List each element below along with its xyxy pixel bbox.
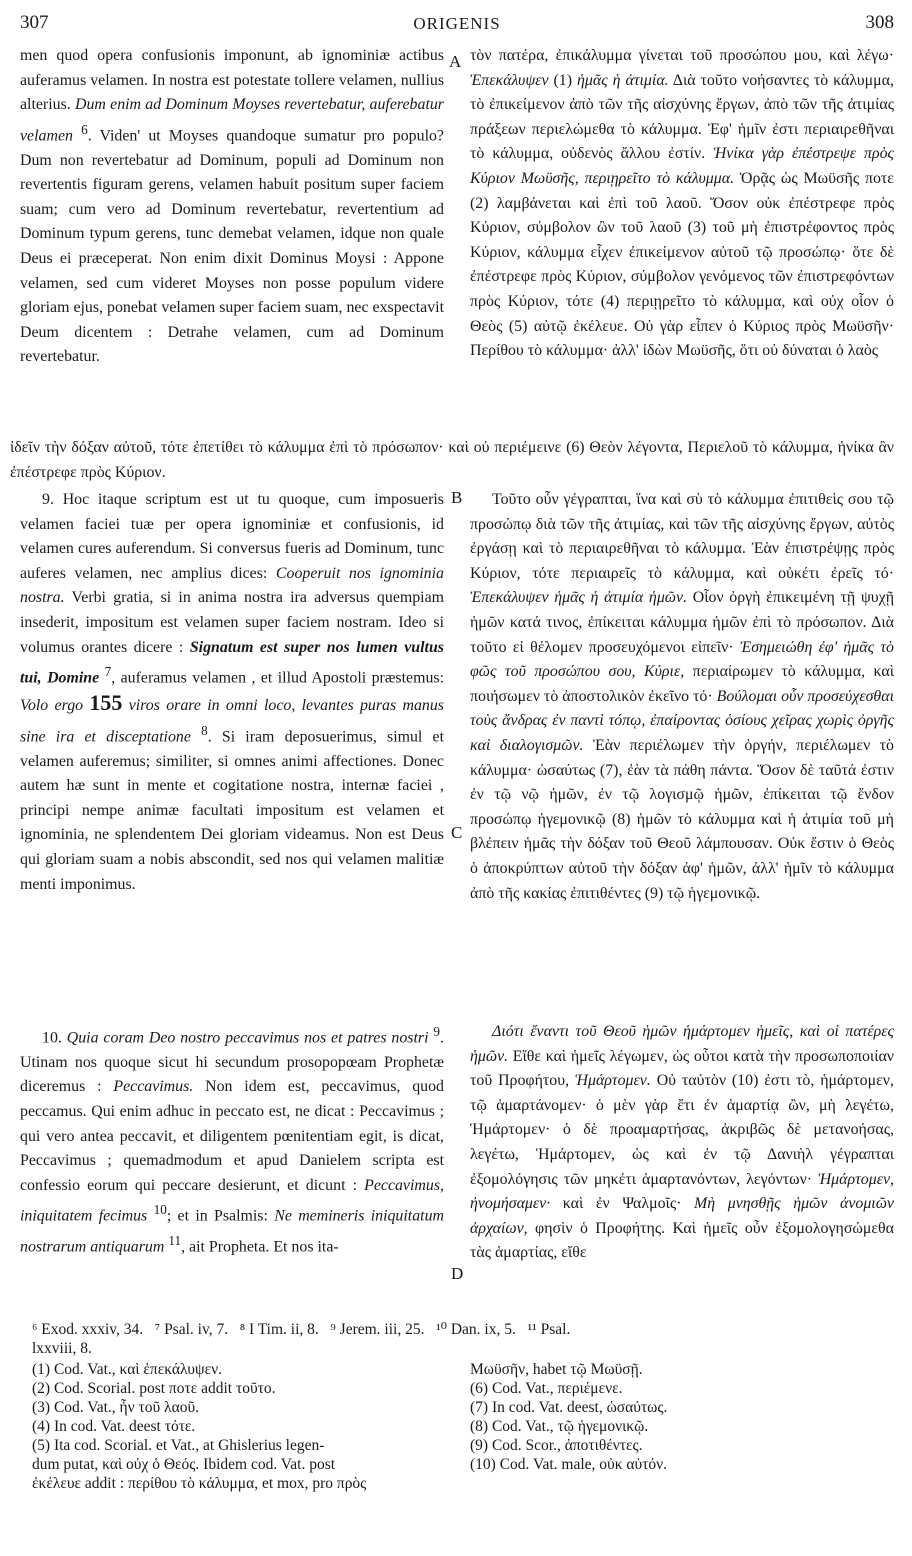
scripture-references-line-1: ⁶ Exod. xxxiv, 34. ⁷ Psal. iv, 7. ⁸ I Tim. ii, 8. ⁹ Jerem. iii, 25. ¹⁰ Dan. ix, 5. ¹¹ Psal. (32, 1321, 571, 1338)
latin-column-top (20, 44, 444, 438)
footnotes-right (470, 1360, 890, 1474)
footnote: (10) Cod. Vat. male, οὐκ αὐτόν. (470, 1456, 668, 1473)
footnote: (4) In cod. Vat. deest τότε. (32, 1418, 196, 1435)
margin-letter-a: A (449, 52, 462, 71)
latin-column-section-9 (20, 488, 444, 996)
paragraph-number-9: 9. (42, 491, 54, 508)
running-header (20, 12, 894, 38)
scripture-references-line-2: lxxviii, 8. (32, 1340, 92, 1357)
greek-paragraph-9: Τοῦτο οὖν γέγραπται, ἵνα καὶ σὺ τὸ κάλυμμα ἐπιτιθεὶς σου τῷ προσώπῳ διὰ τῶν τῆς ἀτιμίας, καὶ τῶν τῆς αἰσχύνης ἔργων, αὐτὸς ἐργάσῃ καὶ τὸ περιαιρεθῆναι τὸ κάλυμμα. Ἐὰν ἐπιστρέψῃς πρὸς Κύριον, τότε περιαιρεῖς τὸ κάλυμμα, καὶ οὐκέτι ἐρεῖς τό· Ἐπεκάλυψεν ἡμᾶς ἡ ἀτιμία ἡμῶν. Οἷον ὀργὴ ἐπικειμένη τῇ ψυχῇ ἡμῶν κατά τινος, ἐπίκειται κάλυμμα ἡμῶν ἐπὶ τὸ πρόσωπον. Διὰ τοῦτο εἰ θέλομεν προσευχόμενοι εἰπεῖν· Ἐσημειώθη ἐφ' ἡμᾶς τὸ φῶς τοῦ προσώπου σου, Κύριε, περιαίρωμεν τὸ κάλυμμα, καὶ ποιήσωμεν τὸ ἀποστολικὸν ἐκεῖνο τό· Βούλομαι οὖν προσεύχεσθαι τοὺς ἄνδρας ἐν παντὶ τόπῳ, ἐπαίροντας ὁσίους χεῖρας χωρὶς ὀργῆς καὶ διαλογισμῶν. Ἐὰν περιέλωμεν τὴν ὀργήν, περιέλωμεν τὸ κάλυμμα· ὡσαύτως (7), ἐὰν τὰ πάθη πάντα. Ὅσον δὲ ταῦτά ἐστιν ἐν τῷ νῷ ἡμῶν, ἐν τῷ λογισμῷ ἡμῶν, ἐπίκειται τῷ ἔνδον προσώπῳ ἡγεμονικῷ (8) ἡμῶν τὸ κάλυμμα καὶ ἡ ἀτιμία τοῦ μὴ βλέπειν ἡμᾶς τὴν δόξαν τοῦ Θεοῦ λάμπουσαν. Οὐκ ἔστιν ὁ Θεὸς ὁ ἀποκρύπτων αὐτοῦ τὴν δόξαν ἀφ' ἡμῶν, ἀλλ' ἡμῖν τὸ κάλυμμα ἀπὸ τῆς κακίας ἐπιτιθέντες (9) τῷ ἡγεμονικῷ. (470, 491, 894, 902)
greek-column-section-10 (470, 1020, 894, 1316)
footnote: (3) Cod. Vat., ἦν τοῦ λαοῦ. (32, 1399, 199, 1416)
footnote: (6) Cod. Vat., περιέμενε. (470, 1380, 623, 1397)
column-marker-155: 155 (89, 690, 123, 716)
greek-paragraph-10: Διότι ἔναντι τοῦ Θεοῦ ἡμῶν ἡμάρτομεν ἡμεῖς, καὶ οἱ πατέρες ἡμῶν. Εἴθε καὶ ἡμεῖς λέγωμεν, ὡς οὗτοι κατὰ τὴν προσωποποιίαν τοῦ Προφήτου, Ἡμάρτομεν. Οὐ ταὐτὸν (10) ἐστι τὸ, ἡμάρτομεν, τῷ ἁμαρτάνομεν· ὁ μὲν γὰρ ἔτι ἐν ἁμαρτίᾳ ὢν, μὴ λεγέτω, Ἡμάρτομεν· ὁ δὲ προαμαρτήσας, ἀκριβῶς δὲ μετανοήσας, λεγέτω, Ἡμάρτομεν, ὡς καὶ ἐν τῷ Δανιὴλ γέγραπται ἐξομολόγησις τῶν μηκέτι ἁμαρτανόντων, λεγόντων· Ἡμάρτομεν, ἠνομήσαμεν· καὶ ἐν Ψαλμοῖς· Μὴ μνησθῇς ἡμῶν ἀνομιῶν ἀρχαίων, φησὶν ὁ Προφήτης. Καὶ ἡμεῖς οὖν ἐξομολογησώμεθα τὰς ἁμαρτίας, εἴθε (470, 1023, 894, 1262)
running-title: ORIGENIS (413, 14, 501, 33)
greek-full-width-continuation: ἰδεῖν τὴν δόξαν αὐτοῦ, τότε ἐπετίθει τὸ κάλυμμα ἐπὶ τὸ πρόσωπον· καὶ οὐ περιέμεινε (6) Θεὸν λέγοντα, Περιελοῦ τὸ κάλυμμα, ἡνίκα ἂν ἐπέστρεφε πρὸς Κύριον. (10, 439, 894, 481)
footnote: (9) Cod. Scor., ἀποτιθέντες. (470, 1437, 643, 1454)
page-number-right: 308 (865, 12, 894, 33)
footnote: dum putat, καὶ οὐχ ὁ Θεός. Ibidem cod. Vat. post (32, 1456, 336, 1473)
footnote: (2) Cod. Scorial. post ποτε addit τοῦτο. (32, 1380, 276, 1397)
paragraph-number-10: 10. (42, 1029, 62, 1047)
latin-paragraph-10: 10. Quia coram Deo nostro peccavimus nos et patres nostri $^9$. Utinam nos quoque sicut hi secundum prosopopœam Prophetæ diceremus : Peccavimus. Non idem est, peccavimus, quod peccamus. Qui enim adhuc in peccato est, ne dicat : Peccavimus ; qui vero antea peccavit, et diligentem pœnitentiam egit, is dicat, Peccavimus ; quemadmodum et apud Danielem scripta est confessio eorum qui peccare desierunt, et dicunt : Peccavimus, iniquitatem fecimus $^{10}$; et in Psalmis: Ne memineris iniquitatum nostrarum antiquarum $^{11}$, ait Propheta. Et nos ita- (20, 1024, 444, 1256)
margin-letter-d: D (451, 1264, 464, 1283)
latin-column-section-10 (20, 1020, 444, 1316)
greek-column-section-9 (470, 488, 894, 996)
latin-paragraph-8-end: men quod opera confusionis imponunt, ab ignominiæ actibus auferamus velamen. In nostra est potestate tollere velamen, nullius alterius. Dum enim ad Dominum Moyses revertebatur, auferebatur velamen $^6$. Viden' ut Moyses quandoque sumatur pro populo? Dum non revertebatur ad Dominum, populi ad Dominum non revertentis figuram gerens, velamen habuit positum super faciem suam; cum vero ad Dominum revertebatur, revertentium ad Dominum typum gerens, tunc demebat velamen, idque non quale Deus ei præceperat. Non enim dixit Dominus Moysi : Appone velamen, sed cum videret Moyses non posse populum videre gloriam ejus, ponebat velamen super faciem suam, nec exspectavit Deum dicentem : Detrahe velamen, cum ad Dominum revertebatur. (20, 47, 444, 366)
footnote: (1) Cod. Vat., καὶ ἐπεκάλυψεν. (32, 1361, 223, 1378)
margin-letter-b: B (451, 488, 463, 507)
greek-paragraph-8-end: τὸν πατέρα, ἐπικάλυμμα γίνεται τοῦ προσώπου μου, καὶ λέγω· Ἐπεκάλυψεν (1) ἡμᾶς ἡ ἀτιμία. Διὰ τοῦτο νοήσαντες τὸ κάλυμμα, τὸ ἐπικείμενον ἀπὸ τῶν τῆς αἰσχύνης ἔργων, ἀπὸ τῶν τῆς ἀτιμίας πράξεων περιελώμεθα τὸ κάλυμμα. Ἐφ' ἡμῖν ἐστι περιαιρεθῆναι τὸ κάλυμμα, οὐδενὸς ἄλλου ἐστίν. Ἡνίκα γὰρ ἐπέστρεψε πρὸς Κύριον Μωϋσῆς, περιῃρεῖτο τὸ κάλυμμα. Ὁρᾷς ὡς Μωϋσῆς ποτε (2) λαμβάνεται καὶ ἐπὶ τοῦ λαοῦ. Ὅσον οὐκ ἐπέστρεφε πρὸς Κύριον, σύμβολον ὢν τοῦ λαοῦ (3) τοῦ μὴ ἐπιστρέφοντος πρὸς Κύριον, κάλυμμα εἶχεν ἐπικείμενον αὐτοῦ τῷ προσώπῳ· ὅτε δὲ ἐπέστρεφε πρὸς Κύριον, σύμβολον γενόμενος τῶν ἐπιστρεφόντων πρὸς Κύριον, τότε (4) περιῃρεῖτο τὸ κάλυμμα, καὶ οὐχ οἷον ὁ Θεὸς (5) αὐτῷ ἐκέλευε. Οὐ γὰρ εἶπεν ὁ Κύριος πρὸς Μωϋσῆν· Περίθου τὸ κάλυμμα· ἀλλ' ἰδὼν Μωϋσῆς, ὅτι οὐ δύναται ὁ λαὸς (470, 47, 894, 360)
latin-paragraph-9: 9. Hoc itaque scriptum est ut tu quoque, cum imposueris velamen faciei tuæ per opera ignominiæ et confusionis, id velamen cures auferendum. Si conversus fueris ad Dominum, tunc auferes velamen, nec amplius dices: Cooperuit nos ignominia nostra. Verbi gratia, si in anima nostra ira adversus quempiam insederit, impositum est velamen super faciem nostram. Ideo si volumus orantes dicere : Signatum est super nos lumen vultus tui, Domine $^7$, auferamus velamen , et illud Apostoli præstemus: Volo ergo 155 viros orare in omni loco, levantes puras manus sine ira et disceptatione $^8$. Si iram deposuerimus, simul et velamen auferemus; similiter, si omnes animi affectiones. Donec autem hæ sunt in mente et cogitatione nostra, internæ faciei , principi nempe animæ facultati impositum est velamen et ignominia, ne splendentem Dei gloriam videamus. Non est Deus qui gloriam suam a nobis abscondit, sed nos qui velamen malitiæ menti imponimus. (20, 491, 444, 893)
footnote: (5) Ita cod. Scorial. et Vat., at Ghislerius legen- (32, 1437, 325, 1454)
greek-column-top (470, 44, 894, 438)
footnote: ἐκέλευε addit : περίθου τὸ κάλυμμα, et mox, pro πρὸς (32, 1475, 367, 1492)
margin-letter-c: C (451, 823, 463, 842)
footnote: Μωϋσῆν, habet τῷ Μωϋσῇ. (470, 1361, 643, 1378)
footnote: (8) Cod. Vat., τῷ ἡγεμονικῷ. (470, 1418, 649, 1435)
footnotes-left (32, 1360, 452, 1493)
scripture-references (32, 1320, 902, 1358)
page-number-left: 307 (20, 12, 49, 33)
footnote: (7) In cod. Vat. deest, ὡσαύτως. (470, 1399, 668, 1416)
